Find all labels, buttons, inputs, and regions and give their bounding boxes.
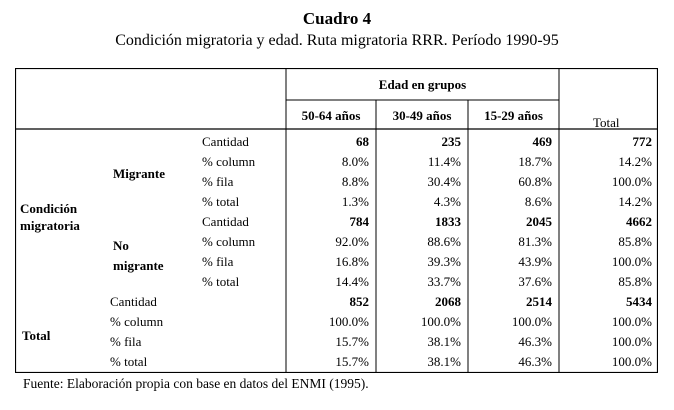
table-cell-no-migrante-total: 85.8%: [618, 234, 652, 249]
table-cell-total-total: 100.0%: [611, 334, 652, 349]
table-cell-migrante-total: 100.0%: [611, 174, 652, 189]
table-cell-no-migrante-15-29: 43.9%: [518, 254, 552, 269]
table-cell-no-migrante-15-29: 2045: [526, 214, 552, 229]
header-col-30-49: 30-49 años: [392, 108, 452, 123]
table-cell-migrante-30-49: 11.4%: [427, 154, 461, 169]
stat-label-migrante: % total: [202, 194, 240, 209]
table-cell-no-migrante-total: 4662: [626, 214, 652, 229]
table-cell-migrante-15-29: 60.8%: [518, 174, 552, 189]
stat-label-migrante: % fila: [202, 174, 234, 189]
table-cell-total-30-49: 100.0%: [420, 314, 461, 329]
table-cell-no-migrante-15-29: 81.3%: [518, 234, 552, 249]
table-cell-no-migrante-total: 85.8%: [618, 274, 652, 289]
table-cell-migrante-total: 772: [632, 134, 652, 149]
table-cell-migrante-50-64: 68: [356, 134, 369, 149]
stat-label-no-migrante: % total: [202, 274, 240, 289]
table-cell-no-migrante-50-64: 14.4%: [335, 274, 369, 289]
table-cell-total-15-29: 46.3%: [518, 334, 552, 349]
table-cell-migrante-15-29: 18.7%: [518, 154, 552, 169]
row-label-no-migrante: No migrante: [113, 238, 164, 273]
stat-label-total: % column: [110, 314, 164, 329]
stat-label-migrante: % column: [202, 154, 256, 169]
stat-label-total: Cantidad: [110, 294, 157, 309]
table-cell-migrante-30-49: 235: [441, 134, 461, 149]
table-cell-total-50-64: 15.7%: [335, 354, 369, 369]
table-cell-migrante-30-49: 30.4%: [427, 174, 461, 189]
row-label-total: Total: [22, 328, 51, 343]
table-cell-migrante-50-64: 1.3%: [341, 194, 369, 209]
source-footnote: Fuente: Elaboración propia con base en datos del ENMI (1995).: [23, 376, 369, 391]
stat-label-no-migrante: % fila: [202, 254, 234, 269]
table-cell-no-migrante-total: 100.0%: [611, 254, 652, 269]
table-cell-total-50-64: 100.0%: [328, 314, 369, 329]
table-cell-migrante-15-29: 8.6%: [524, 194, 552, 209]
table-title: Cuadro 4: [302, 9, 372, 28]
table-cell-no-migrante-50-64: 784: [349, 214, 369, 229]
stat-label-no-migrante: % column: [202, 234, 256, 249]
table-cell-migrante-30-49: 4.3%: [433, 194, 461, 209]
table-cell-no-migrante-50-64: 16.8%: [335, 254, 369, 269]
table-cell-total-50-64: 15.7%: [335, 334, 369, 349]
crosstab-table: [15, 68, 658, 373]
table-cell-total-15-29: 46.3%: [518, 354, 552, 369]
table-cell-no-migrante-30-49: 39.3%: [427, 254, 461, 269]
header-col-total: Total: [593, 115, 620, 130]
row-label-condicion-migratoria: Condición migratoria: [20, 201, 80, 233]
stat-label-total: % fila: [110, 334, 142, 349]
header-col-50-64: 50-64 años: [301, 108, 361, 123]
stat-label-total: % total: [110, 354, 148, 369]
row-label-migrante: Migrante: [113, 166, 165, 181]
table-cell-no-migrante-15-29: 37.6%: [518, 274, 552, 289]
table-cell-total-50-64: 852: [349, 294, 369, 309]
table-cell-migrante-15-29: 469: [532, 134, 552, 149]
table-cell-total-total: 100.0%: [611, 314, 652, 329]
table-cell-total-30-49: 38.1%: [427, 354, 461, 369]
table-cell-total-total: 100.0%: [611, 354, 652, 369]
stat-label-no-migrante: Cantidad: [202, 214, 249, 229]
table-cell-migrante-50-64: 8.0%: [341, 154, 369, 169]
header-col-15-29: 15-29 años: [484, 108, 543, 123]
table-cell-no-migrante-30-49: 33.7%: [427, 274, 461, 289]
table-cell-no-migrante-50-64: 92.0%: [335, 234, 369, 249]
table-cell-migrante-total: 14.2%: [618, 194, 652, 209]
header-group-label: Edad en grupos: [378, 77, 467, 92]
table-cell-total-15-29: 100.0%: [511, 314, 552, 329]
table-cell-total-30-49: 2068: [435, 294, 461, 309]
table-cell-migrante-50-64: 8.8%: [341, 174, 369, 189]
stat-label-migrante: Cantidad: [202, 134, 249, 149]
table-cell-no-migrante-30-49: 88.6%: [427, 234, 461, 249]
table-cell-no-migrante-30-49: 1833: [435, 214, 461, 229]
table-cell-migrante-total: 14.2%: [618, 154, 652, 169]
table-cell-total-30-49: 38.1%: [427, 334, 461, 349]
table-subtitle: Condición migratoria y edad. Ruta migratoria RRR. Período 1990-95: [115, 32, 559, 49]
table-cell-total-total: 5434: [626, 294, 652, 309]
table-cell-total-15-29: 2514: [526, 294, 552, 309]
